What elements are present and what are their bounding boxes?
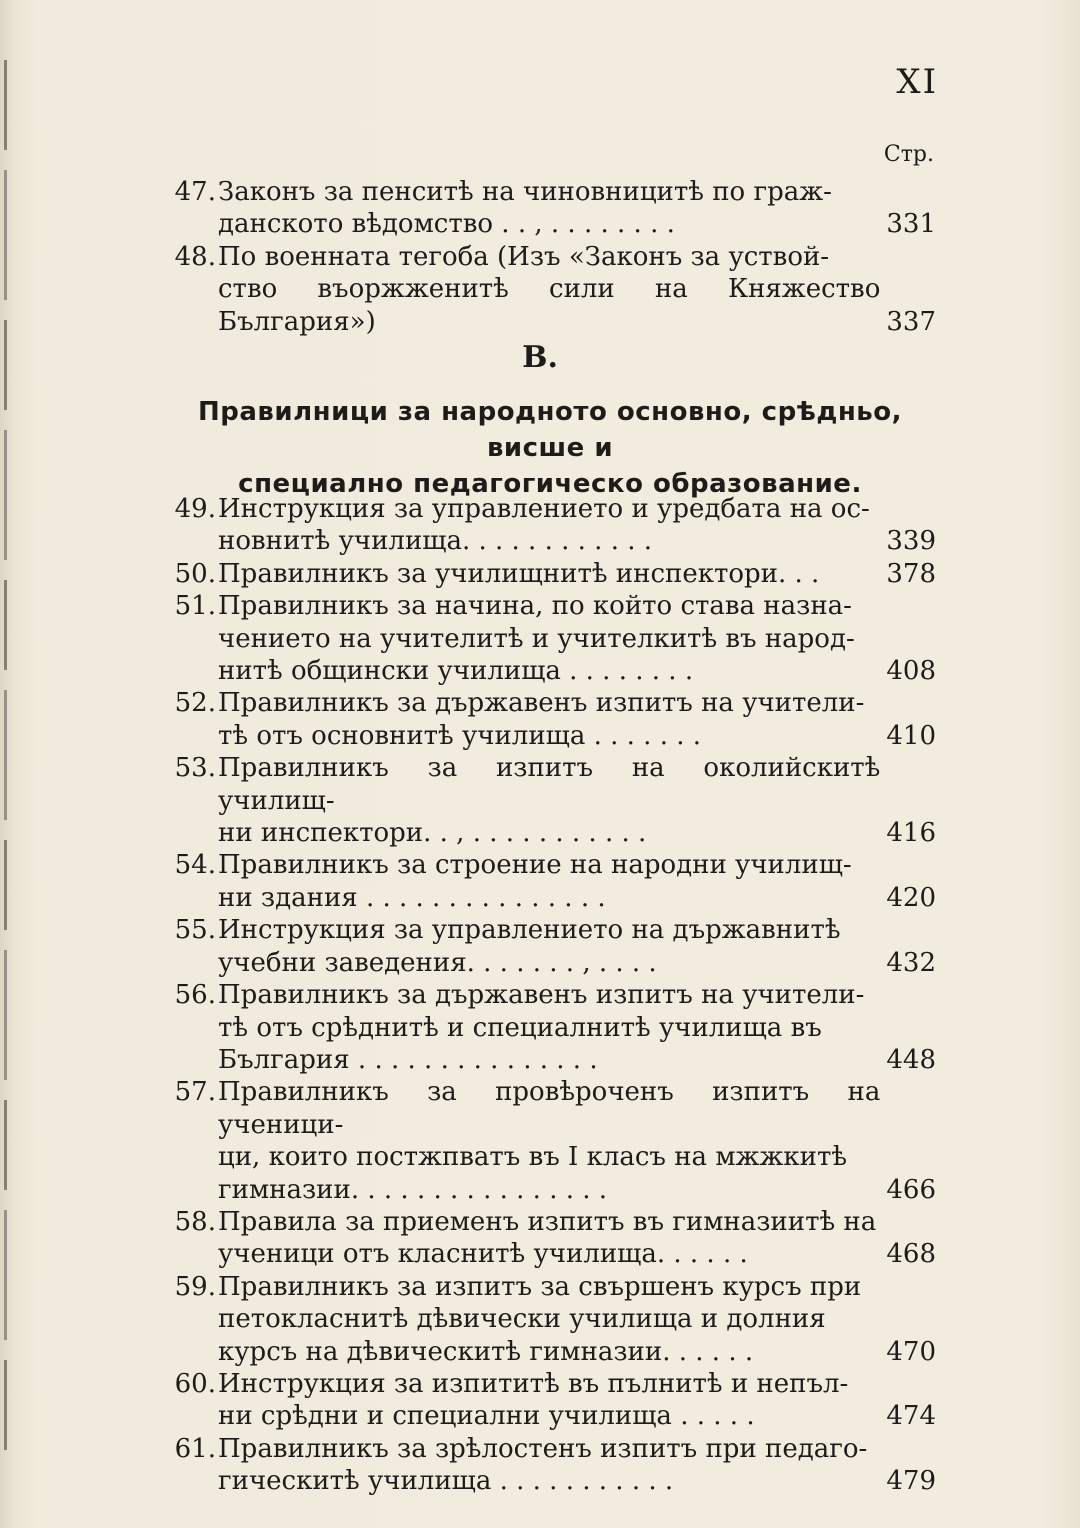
toc-entry-title-line: Инструкция за изпититѣ въ пълнитѣ и непъл- <box>218 1368 849 1399</box>
toc-entry-title-line: Правилникъ за държавенъ изпитъ на учители- <box>218 980 865 1011</box>
toc-entry-title-line: Инструкция за управлението и уредбата на ос- <box>218 494 870 524</box>
toc-entry-title-line: гимназии. . . . . . . . . . . . . . . . <box>218 1174 608 1205</box>
toc-entry <box>158 1206 936 1271</box>
toc-entry <box>158 849 936 914</box>
toc-entry-title <box>216 914 880 979</box>
toc-entry-title-line: Правилникъ за училищнитѣ инспектори. . . <box>218 558 820 589</box>
section-heading-line: специално педагогическо образование. <box>238 469 862 499</box>
toc-entry-title <box>216 1271 880 1368</box>
toc-list-top <box>158 176 936 338</box>
toc-entry-number: 54. <box>174 850 216 881</box>
toc-entry-title <box>216 752 880 849</box>
toc-entry-number: 52. <box>174 688 216 719</box>
toc-entry-title-line: Правила за приеменъ изпитъ въ гимназиитѣ на <box>218 1206 877 1237</box>
toc-entry-title <box>216 590 880 687</box>
toc-entry-title <box>216 1206 880 1271</box>
toc-entry-title-line: тѣ отъ срѣднитѣ и специалнитѣ училища въ <box>218 1012 822 1043</box>
toc-list-bottom <box>158 493 936 1498</box>
toc-entry-page: 331 <box>886 209 936 240</box>
toc-entry <box>158 176 936 241</box>
toc-entry <box>158 1271 936 1368</box>
toc-entry-title-line: ни инспектори. . , . . . . . . . . . . . <box>218 818 647 849</box>
toc-entry-number: 48. <box>174 241 216 272</box>
toc-entry <box>158 1433 936 1498</box>
toc-entry-title <box>216 241 880 338</box>
section-letter: В. <box>522 340 558 375</box>
toc-entry-title-line: Правилникъ за строение на народни училищ- <box>218 850 852 881</box>
toc-entry-page: 466 <box>886 1174 936 1205</box>
toc-entry-title-line: учебни заведения. . . . . . . , . . . . <box>218 947 657 978</box>
toc-entry-title-line: Правилникъ за държавенъ изпитъ на учители- <box>218 688 865 719</box>
toc-entry-page: 432 <box>886 947 936 978</box>
toc-entry-number: 47. <box>174 177 216 207</box>
toc-entry-page: 378 <box>886 558 936 589</box>
toc-entry-page: 470 <box>886 1336 936 1367</box>
toc-entry <box>158 241 936 338</box>
toc-entry-title-line: Правилникъ за изпитъ на околийскитѣ училищ- <box>218 753 881 816</box>
toc-entry-title <box>216 493 880 558</box>
page-binding-edge <box>4 60 7 1460</box>
toc-entry-title-line: гическитѣ училища . . . . . . . . . . . <box>218 1466 674 1497</box>
toc-entry-page: 448 <box>886 1044 936 1075</box>
toc-entry-page: 408 <box>886 656 936 687</box>
toc-entry <box>158 558 936 590</box>
toc-entry-number: 51. <box>174 591 216 622</box>
toc-entry-title <box>216 1433 880 1498</box>
toc-entry-number: 55. <box>174 915 216 946</box>
toc-entry-title-line: Инструкция за управлението на държавнитѣ <box>218 915 841 946</box>
toc-entry <box>158 1076 936 1206</box>
toc-entry-title-line: ство въоржженитѣ сили на Княжество България») <box>218 274 881 337</box>
toc-entry-title-line: Правилникъ за провѣроченъ изпитъ на ученици- <box>218 1077 881 1140</box>
toc-entry-page: 474 <box>886 1401 936 1432</box>
toc-entry-page: 337 <box>886 306 936 337</box>
toc-entry-title-line: ци, които постжпватъ въ I класъ на мжжкитѣ <box>218 1142 848 1173</box>
page-number: XI <box>896 62 938 102</box>
toc-entry <box>158 590 936 687</box>
section-heading-line: Правилници за народното основно, срѣдньо, висше и <box>198 397 902 463</box>
toc-entry-title-line: нитѣ общински училища . . . . . . . . <box>218 656 694 687</box>
toc-entry-title-line: курсъ на дѣвическитѣ гимназии. . . . . . <box>218 1336 754 1367</box>
toc-entry-page: 479 <box>886 1466 936 1497</box>
toc-entry-title-line: новнитѣ училища. . . . . . . . . . . . <box>218 526 653 557</box>
toc-entry-title <box>216 687 880 752</box>
toc-entry-title-line: чението на учителитѣ и учителкитѣ въ народ- <box>218 623 855 654</box>
toc-entry-number: 50. <box>174 558 216 589</box>
toc-entry-title <box>216 1368 880 1433</box>
toc-entry-number: 53. <box>174 753 216 784</box>
toc-entry-title-line: ни здания . . . . . . . . . . . . . . . <box>218 882 606 913</box>
toc-entry <box>158 1368 936 1433</box>
toc-entry-number: 61. <box>174 1433 216 1464</box>
toc-entry-title-line: данското вѣдомство . . , . . . . . . . . <box>218 209 675 240</box>
toc-entry-number: 59. <box>174 1271 216 1302</box>
toc-entry <box>158 979 936 1076</box>
toc-entry-title <box>216 979 880 1076</box>
toc-entry-title-line: България . . . . . . . . . . . . . . . <box>218 1044 598 1075</box>
toc-entry-title-line: тѣ отъ основнитѣ училища . . . . . . . <box>218 720 702 751</box>
toc-entry-number: 58. <box>174 1206 216 1237</box>
toc-entry-title-line: ученици отъ класнитѣ училища. . . . . . <box>218 1239 748 1270</box>
toc-entry-title-line: Правилникъ за зрѣлостенъ изпитъ при педаго- <box>218 1433 868 1464</box>
toc-entry-title <box>216 558 880 590</box>
page-column-label: Стр. <box>883 142 934 167</box>
toc-entry-title-line: По военната тегоба (Изъ «Законъ за уствой- <box>218 241 830 272</box>
toc-entry-page: 420 <box>886 882 936 913</box>
toc-entry-title-line: петокласнитѣ дѣвически училища и долния <box>218 1304 826 1335</box>
toc-entry-page: 339 <box>886 526 936 557</box>
section-heading <box>150 394 950 502</box>
toc-entry <box>158 687 936 752</box>
toc-entry-title-line: Правилникъ за начина, по който става назна- <box>218 591 852 622</box>
toc-entry-title <box>216 1076 880 1206</box>
toc-entry-title <box>216 176 880 241</box>
toc-entry <box>158 493 936 558</box>
toc-entry-title-line: ни срѣдни и специални училища . . . . . <box>218 1401 755 1432</box>
toc-entry-page: 468 <box>886 1239 936 1270</box>
toc-entry-number: 56. <box>174 980 216 1011</box>
toc-entry-page: 410 <box>886 720 936 751</box>
toc-entry-title <box>216 849 880 914</box>
toc-entry-number: 49. <box>174 494 216 524</box>
toc-entry <box>158 752 936 849</box>
toc-entry-page: 416 <box>886 818 936 849</box>
toc-entry-number: 60. <box>174 1368 216 1399</box>
toc-entry-title-line: Законъ за пенситѣ на чиновницитѣ по граж- <box>218 177 832 207</box>
toc-entry-number: 57. <box>174 1077 216 1108</box>
toc-entry-title-line: Правилникъ за изпитъ за свършенъ курсъ при <box>218 1271 862 1302</box>
toc-entry <box>158 914 936 979</box>
